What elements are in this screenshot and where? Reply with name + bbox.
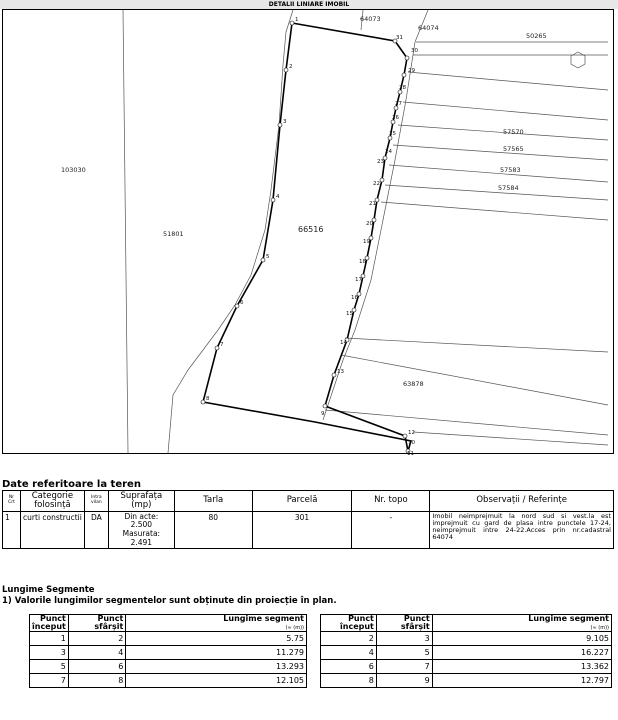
header-nr-crt: Nr Crt	[3, 491, 21, 512]
point-label-8: 8	[206, 396, 210, 402]
table-row	[321, 674, 612, 688]
point-label-27: 27	[395, 101, 402, 107]
point-label-12: 12	[408, 430, 415, 436]
table-row	[321, 646, 612, 660]
suprafata-masurata-label: Masurata:	[122, 529, 161, 539]
header-punct-inceput: Punct început	[321, 615, 377, 632]
point-label-29: 29	[408, 68, 415, 74]
header-intravilan: Intra vilan	[84, 491, 108, 512]
header-lungime-unit: (≈ (m))	[285, 625, 304, 631]
segments-table-left	[29, 614, 307, 688]
point-label-18: 18	[359, 259, 366, 265]
parcel-label-50265: 50265	[526, 32, 547, 40]
teren-section-title: Date referitoare la teren	[2, 479, 141, 490]
header-tarla: Tarla	[174, 491, 252, 512]
seg-start: 5	[30, 660, 69, 674]
parcel-label-64073: 64073	[360, 15, 381, 23]
octagon-symbol	[571, 52, 585, 68]
seg-length: 9.105	[432, 632, 611, 646]
header-lungime-label: Lungime segment	[528, 614, 609, 623]
header-punct-sfarsit: Punct sfârșit	[376, 615, 432, 632]
point-label-3: 3	[283, 119, 287, 125]
neighbour-lines	[123, 10, 608, 453]
plan-drawing	[3, 10, 613, 457]
segments-right-header	[321, 615, 612, 632]
header-punct-inceput: Punct început	[30, 615, 69, 632]
segments-left-header	[30, 615, 307, 632]
cell-intravilan: DA	[84, 511, 108, 549]
point-label-7: 7	[220, 342, 224, 348]
seg-length: 16.227	[432, 646, 611, 660]
suprafata-acte-value: 2.500	[130, 520, 153, 530]
seg-length: 12.797	[432, 674, 611, 688]
suprafata-masurata-value: 2.491	[130, 537, 153, 547]
seg-start: 6	[321, 660, 377, 674]
point-label-30: 30	[411, 48, 418, 54]
point-label-15: 15	[346, 311, 353, 317]
point-label-4: 4	[276, 194, 280, 200]
segments-table-right	[320, 614, 612, 688]
seg-length: 11.279	[126, 646, 307, 660]
teren-table	[2, 490, 614, 549]
point-label-26: 26	[392, 115, 399, 121]
parcel-label-57565: 57565	[503, 145, 524, 153]
point-label-16: 16	[351, 295, 358, 301]
seg-start: 4	[321, 646, 377, 660]
cadastral-plan	[2, 9, 614, 457]
teren-row	[3, 511, 614, 549]
parcel-label-63878: 63878	[403, 380, 424, 388]
header-lungime-label: Lungime segment	[223, 614, 304, 623]
seg-end: 5	[376, 646, 432, 660]
page-header: DETALII LINIARE IMOBIL	[0, 0, 618, 9]
seg-end: 3	[376, 632, 432, 646]
table-row	[30, 646, 307, 660]
seg-end: 8	[68, 674, 125, 688]
seg-start: 1	[30, 632, 69, 646]
table-row	[30, 632, 307, 646]
seg-length: 13.362	[432, 660, 611, 674]
segmente-note: 1) Valorile lungimilor segmentelor sunt obținute din proiecție în plan.	[2, 596, 337, 606]
point-label-22: 22	[373, 181, 380, 187]
parcel-label-57583: 57583	[500, 166, 521, 174]
cell-nr-topo: -	[352, 511, 430, 549]
seg-start: 7	[30, 674, 69, 688]
point-label-28: 28	[399, 85, 406, 91]
vertex-markers	[201, 21, 410, 453]
header-observatii: Observații / Referințe	[430, 491, 614, 512]
seg-length: 12.105	[126, 674, 307, 688]
parcel-label-51801: 51801	[163, 230, 184, 238]
seg-end: 6	[68, 660, 125, 674]
cell-tarla: 80	[174, 511, 252, 549]
header-punct-sfarsit: Punct sfârșit	[68, 615, 125, 632]
teren-header-row	[3, 491, 614, 512]
parcel-label-57570: 57570	[503, 128, 524, 136]
point-label-31: 31	[396, 35, 403, 41]
seg-end: 9	[376, 674, 432, 688]
seg-length: 13.293	[126, 660, 307, 674]
header-suprafata: Suprafața (mp)	[108, 491, 174, 512]
header-nr-topo: Nr. topo	[352, 491, 430, 512]
point-label-2: 2	[289, 64, 293, 70]
point-label-17: 17	[355, 277, 362, 283]
header-lungime	[126, 615, 307, 632]
seg-start: 2	[321, 632, 377, 646]
point-label-6: 6	[240, 300, 244, 306]
seg-start: 8	[321, 674, 377, 688]
point-label-5: 5	[266, 254, 270, 260]
cell-categorie: curti constructii	[20, 511, 84, 549]
seg-length: 5.75	[126, 632, 307, 646]
point-label-9: 9	[321, 411, 325, 417]
table-row	[321, 660, 612, 674]
seg-end: 4	[68, 646, 125, 660]
parcel-label-103030: 103030	[61, 166, 86, 174]
point-label-13: 13	[337, 369, 344, 375]
point-label-24: 24	[385, 149, 392, 155]
parcel-label-57584: 57584	[498, 184, 519, 192]
point-label-14: 14	[340, 340, 347, 346]
seg-end: 7	[376, 660, 432, 674]
table-row	[30, 660, 307, 674]
segmente-title: Lungime Segmente	[2, 585, 95, 595]
cell-nr-crt: 1	[3, 511, 21, 549]
point-label-19: 19	[363, 239, 370, 245]
point-label-23: 23	[377, 159, 384, 165]
seg-start: 3	[30, 646, 69, 660]
seg-end: 2	[68, 632, 125, 646]
cell-suprafata	[108, 511, 174, 549]
header-lungime-unit: (≈ (m))	[590, 625, 609, 631]
parcel-label-64074: 64074	[418, 24, 439, 32]
parcel-label-66516: 66516	[298, 225, 324, 234]
table-row	[321, 632, 612, 646]
point-label-10: 10	[408, 440, 415, 446]
segmente-heading	[2, 585, 337, 607]
header-lungime	[432, 615, 611, 632]
suprafata-acte-label: Din acte:	[124, 511, 159, 521]
point-label-21: 21	[369, 201, 376, 207]
cell-observatii: Imobil neimprejmuit la nord sud si vest.la est imprejmuit cu gard de plasa intre punctele 17-24, neimprejmuit intre 24-22.Acces prin nr.cadastral 64074	[430, 511, 614, 549]
header-parcela: Parcelă	[252, 491, 352, 512]
point-label-1: 1	[295, 17, 299, 23]
table-row	[30, 674, 307, 688]
header-categorie: Categorie folosință	[20, 491, 84, 512]
point-label-20: 20	[366, 221, 373, 227]
point-label-11: 11	[407, 451, 414, 457]
point-label-25: 25	[389, 131, 396, 137]
cell-parcela: 301	[252, 511, 352, 549]
